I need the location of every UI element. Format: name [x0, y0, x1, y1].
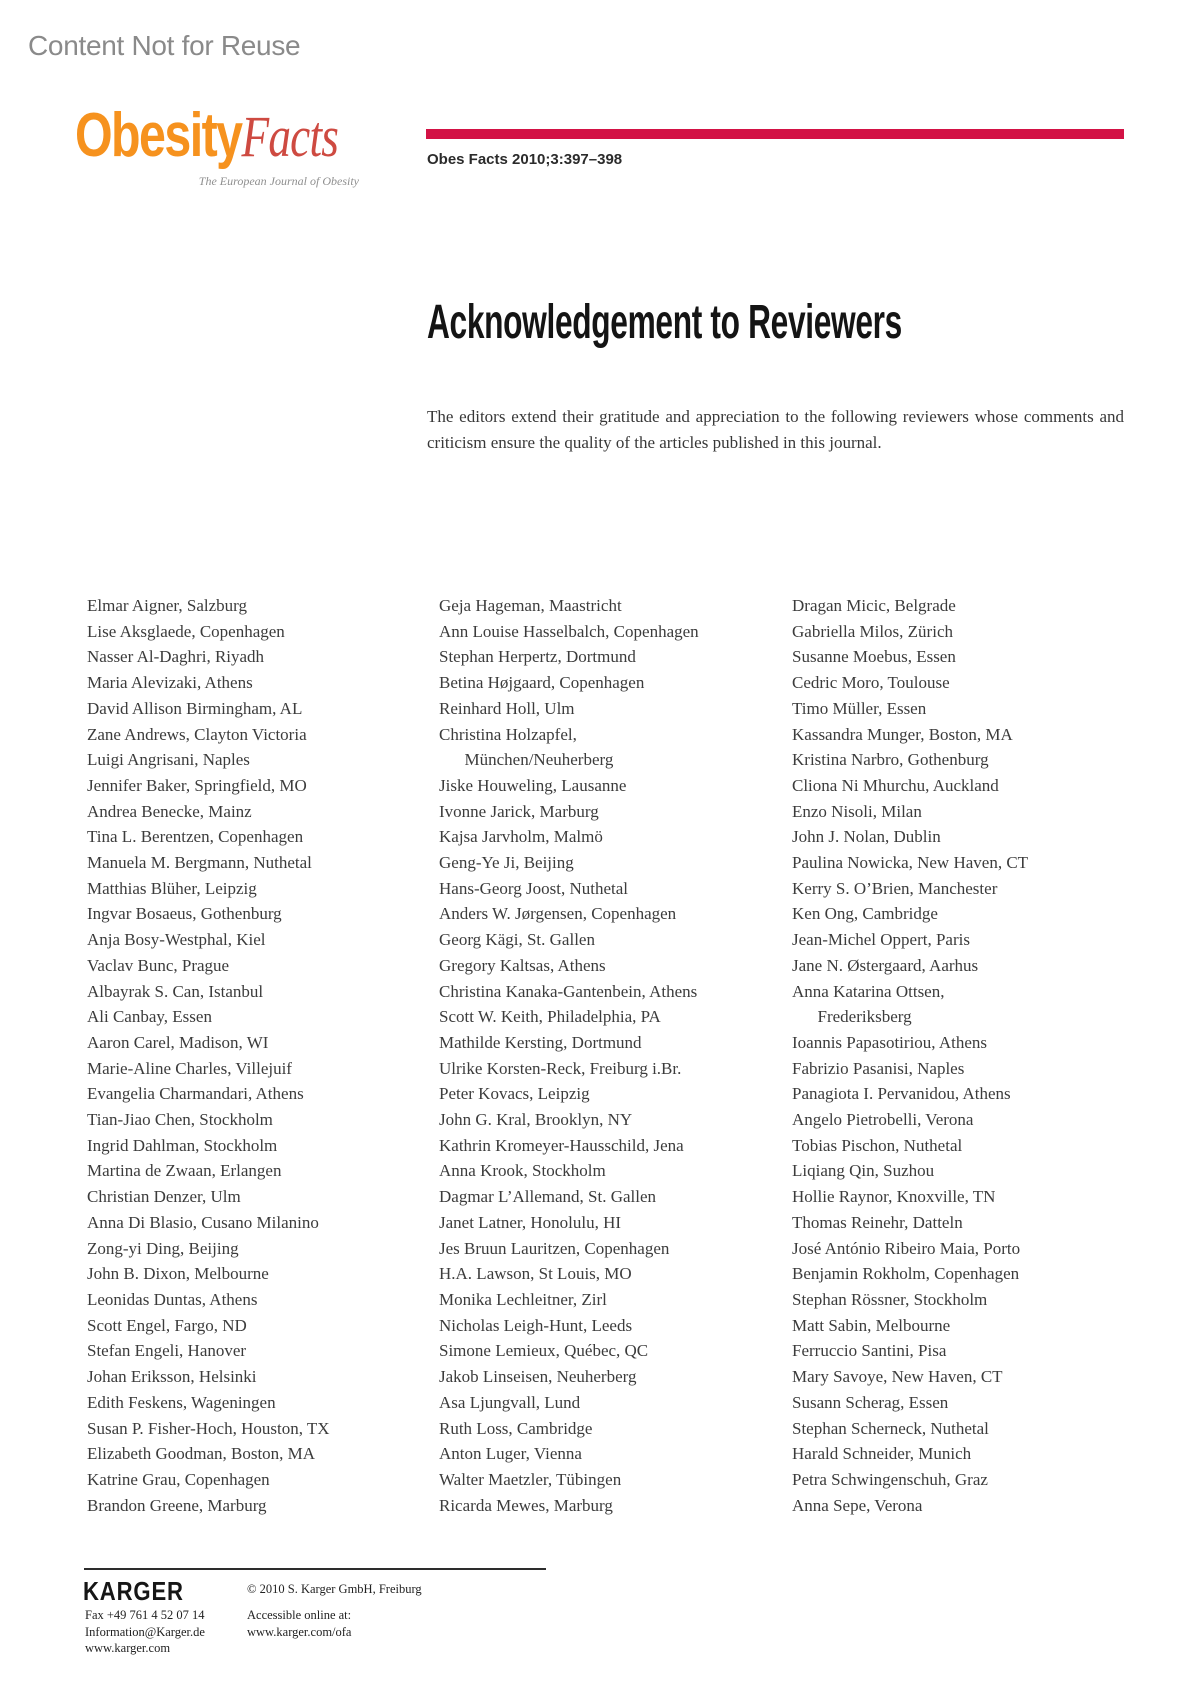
- footer-email: Information@Karger.de: [85, 1624, 205, 1639]
- reviewer-entry: Ricarda Mewes, Marburg: [439, 1495, 613, 1515]
- reviewer-entry: Johan Eriksson, Helsinki: [87, 1367, 257, 1387]
- reviewer-entry: Georg Kägi, St. Gallen: [439, 930, 595, 950]
- footer-online-block: [247, 1607, 351, 1640]
- karger-publisher-logo: KARGER: [83, 1576, 184, 1606]
- reviewer-entry: John B. Dixon, Melbourne: [87, 1264, 269, 1284]
- reviewer-entry: Anna Krook, Stockholm: [439, 1161, 606, 1181]
- reviewer-entry: Brandon Greene, Marburg: [87, 1495, 267, 1515]
- reviewer-entry: Anna Katarina Ottsen,: [792, 981, 945, 1001]
- reviewer-column-2: [439, 593, 699, 1518]
- reviewer-entry: Ingrid Dahlman, Stockholm: [87, 1135, 278, 1155]
- reviewer-entry: Mathilde Kersting, Dortmund: [439, 1032, 642, 1052]
- reviewer-entry: Monika Lechleitner, Zirl: [439, 1289, 607, 1309]
- watermark-text: Content Not for Reuse: [28, 30, 301, 61]
- reviewer-entry: Tian-Jiao Chen, Stockholm: [87, 1110, 273, 1130]
- reviewer-entry: Paulina Nowicka, New Haven, CT: [792, 853, 1029, 873]
- reviewer-entry: Geja Hageman, Maastricht: [439, 596, 622, 615]
- reviewer-entry: Tina L. Berentzen, Copenhagen: [87, 827, 304, 847]
- reviewer-entry: Matthias Blüher, Leipzig: [87, 878, 257, 898]
- reviewer-entry: Nicholas Leigh-Hunt, Leeds: [439, 1315, 633, 1335]
- reviewer-entry: Edith Feskens, Wageningen: [87, 1392, 276, 1412]
- journal-logo: [75, 101, 359, 189]
- reviewer-entry: Jean-Michel Oppert, Paris: [792, 930, 970, 950]
- reviewer-entry: Jennifer Baker, Springfield, MO: [87, 775, 307, 795]
- reviewer-entry: Marie-Aline Charles, Villejuif: [87, 1058, 292, 1078]
- reviewer-entry: Benjamin Rokholm, Copenhagen: [792, 1264, 1020, 1284]
- reviewer-entry: John J. Nolan, Dublin: [792, 827, 941, 847]
- reviewer-entry: Kerry S. O’Brien, Manchester: [792, 878, 998, 898]
- reviewer-entry: Ali Canbay, Essen: [87, 1007, 212, 1027]
- intro-paragraph: The editors extend their gratitude and appreciation to the following reviewers whose comments and criticism ensure the quality of the articles published in this journal.: [427, 407, 1124, 452]
- reviewer-entry: Kassandra Munger, Boston, MA: [792, 724, 1013, 744]
- reviewer-entry: Christina Holzapfel,: [439, 724, 577, 744]
- reviewer-entry: Anna Sepe, Verona: [792, 1495, 923, 1515]
- footer-online-url: www.karger.com/ofa: [247, 1624, 352, 1639]
- reviewer-entry: Dagmar L’Allemand, St. Gallen: [439, 1187, 657, 1207]
- reviewer-entry: Stefan Engeli, Hanover: [87, 1341, 247, 1361]
- reviewer-entry: Enzo Nisoli, Milan: [792, 801, 922, 821]
- reviewer-entry: Albayrak S. Can, Istanbul: [87, 981, 264, 1001]
- reviewer-entry: Dragan Micic, Belgrade: [792, 596, 956, 615]
- journal-citation: Obes Facts 2010;3:397–398: [427, 151, 623, 168]
- reviewer-entry: Cedric Moro, Toulouse: [792, 673, 950, 693]
- reviewer-entry: Susanne Moebus, Essen: [792, 647, 956, 667]
- reviewer-entry: Ivonne Jarick, Marburg: [439, 801, 599, 821]
- reviewer-entry: Asa Ljungvall, Lund: [439, 1392, 581, 1412]
- reviewer-entry: Jiske Houweling, Lausanne: [439, 775, 627, 795]
- reviewer-entry: Elmar Aigner, Salzburg: [87, 596, 247, 615]
- reviewer-entry: Kajsa Jarvholm, Malmö: [439, 827, 603, 847]
- reviewer-entry: Frederiksberg: [792, 1007, 912, 1027]
- reviewer-entry: Evangelia Charmandari, Athens: [87, 1084, 304, 1104]
- reviewer-entry: Cliona Ni Mhurchu, Auckland: [792, 775, 999, 795]
- reviewer-entry: Kristina Narbro, Gothenburg: [792, 750, 989, 770]
- reviewer-entry: Stephan Rössner, Stockholm: [792, 1289, 988, 1309]
- reviewer-entry: H.A. Lawson, St Louis, MO: [439, 1264, 632, 1284]
- accent-divider-bar: [426, 129, 1124, 139]
- reviewer-entry: Ann Louise Hasselbalch, Copenhagen: [439, 621, 699, 641]
- reviewer-entry: Thomas Reinehr, Datteln: [792, 1212, 963, 1232]
- reviewer-entry: Susann Scherag, Essen: [792, 1392, 949, 1412]
- reviewer-entry: Jakob Linseisen, Neuherberg: [439, 1367, 637, 1387]
- reviewer-entry: Zong-yi Ding, Beijing: [87, 1238, 239, 1258]
- reviewer-entry: Aaron Carel, Madison, WI: [87, 1032, 269, 1052]
- reviewer-entry: Hans-Georg Joost, Nuthetal: [439, 878, 629, 898]
- footer-website: www.karger.com: [85, 1641, 171, 1655]
- page-title: Acknowledgement to Reviewers: [427, 296, 902, 349]
- reviewer-entry: Timo Müller, Essen: [792, 698, 927, 718]
- reviewer-entry: Scott Engel, Fargo, ND: [87, 1315, 247, 1335]
- reviewer-entry: Jane N. Østergaard, Aarhus: [792, 955, 979, 975]
- reviewer-entry: Panagiota I. Pervanidou, Athens: [792, 1084, 1011, 1104]
- logo-word-facts: Facts: [241, 104, 339, 169]
- reviewer-entry: Betina Højgaard, Copenhagen: [439, 673, 645, 693]
- reviewer-entry: Tobias Pischon, Nuthetal: [792, 1135, 963, 1155]
- reviewer-entry: David Allison Birmingham, AL: [87, 698, 303, 718]
- reviewer-entry: Scott W. Keith, Philadelphia, PA: [439, 1007, 661, 1027]
- reviewer-entry: Anton Luger, Vienna: [439, 1444, 582, 1464]
- reviewer-entry: Ferruccio Santini, Pisa: [792, 1341, 947, 1361]
- reviewer-entry: Susan P. Fisher-Hoch, Houston, TX: [87, 1418, 330, 1438]
- footer-online-label: Accessible online at:: [247, 1608, 352, 1622]
- reviewer-entry: Anders W. Jørgensen, Copenhagen: [439, 904, 677, 924]
- reviewer-entry: Ioannis Papasotiriou, Athens: [792, 1032, 988, 1052]
- reviewer-entry: Anna Di Blasio, Cusano Milanino: [87, 1212, 319, 1232]
- reviewer-entry: Geng-Ye Ji, Beijing: [439, 853, 574, 873]
- reviewer-entry: Elizabeth Goodman, Boston, MA: [87, 1444, 316, 1464]
- reviewer-entry: Reinhard Holl, Ulm: [439, 698, 575, 718]
- footer-divider: [84, 1568, 546, 1570]
- footer-copyright: © 2010 S. Karger GmbH, Freiburg: [247, 1582, 422, 1596]
- footer-contact-block: [85, 1607, 205, 1657]
- reviewer-entry: Petra Schwingenschuh, Graz: [792, 1469, 988, 1489]
- reviewer-entry: München/Neuherberg: [439, 750, 614, 770]
- reviewer-entry: Peter Kovacs, Leipzig: [439, 1084, 590, 1104]
- reviewer-entry: Jes Bruun Lauritzen, Copenhagen: [439, 1238, 670, 1258]
- reviewer-entry: Ken Ong, Cambridge: [792, 904, 938, 924]
- logo-wordmark: [75, 101, 339, 170]
- reviewer-entry: Stephan Scherneck, Nuthetal: [792, 1418, 989, 1438]
- reviewer-entry: Luigi Angrisani, Naples: [87, 750, 250, 770]
- footer-fax: Fax +49 761 4 52 07 14: [85, 1608, 205, 1622]
- logo-word-obesity: Obesity: [75, 101, 242, 170]
- reviewer-entry: Kathrin Kromeyer-Hausschild, Jena: [439, 1135, 684, 1155]
- reviewer-entry: Liqiang Qin, Suzhou: [792, 1161, 935, 1181]
- reviewer-entry: Zane Andrews, Clayton Victoria: [87, 724, 307, 744]
- reviewer-entry: Stephan Herpertz, Dortmund: [439, 647, 636, 667]
- reviewer-entry: Leonidas Duntas, Athens: [87, 1289, 258, 1309]
- reviewer-entry: John G. Kral, Brooklyn, NY: [439, 1110, 633, 1130]
- reviewer-entry: Gregory Kaltsas, Athens: [439, 955, 606, 975]
- reviewer-entry: Andrea Benecke, Mainz: [87, 801, 252, 821]
- reviewer-entry: Matt Sabin, Melbourne: [792, 1315, 951, 1335]
- reviewer-entry: Simone Lemieux, Québec, QC: [439, 1341, 649, 1361]
- reviewer-entry: Ruth Loss, Cambridge: [439, 1418, 593, 1438]
- reviewer-entry: Hollie Raynor, Knoxville, TN: [792, 1187, 996, 1207]
- reviewer-entry: Anja Bosy-Westphal, Kiel: [87, 930, 266, 950]
- reviewer-entry: Lise Aksglaede, Copenhagen: [87, 621, 285, 641]
- reviewer-entry: Angelo Pietrobelli, Verona: [792, 1110, 974, 1130]
- reviewer-column-3: [792, 593, 1028, 1518]
- reviewer-entry: Mary Savoye, New Haven, CT: [792, 1367, 1003, 1387]
- reviewer-entry: Ingvar Bosaeus, Gothenburg: [87, 904, 282, 924]
- logo-tagline: The European Journal of Obesity: [198, 174, 359, 188]
- reviewer-entry: Nasser Al-Daghri, Riyadh: [87, 647, 265, 667]
- reviewer-entry: Christian Denzer, Ulm: [87, 1187, 241, 1207]
- reviewer-entry: Katrine Grau, Copenhagen: [87, 1469, 270, 1489]
- reviewer-entry: José António Ribeiro Maia, Porto: [792, 1238, 1021, 1258]
- reviewer-entry: Manuela M. Bergmann, Nuthetal: [87, 853, 312, 873]
- reviewer-column-1: [87, 593, 330, 1518]
- reviewer-entry: Walter Maetzler, Tübingen: [439, 1469, 622, 1489]
- reviewer-entry: Ulrike Korsten-Reck, Freiburg i.Br.: [439, 1058, 682, 1078]
- reviewer-entry: Martina de Zwaan, Erlangen: [87, 1161, 282, 1181]
- reviewer-entry: Harald Schneider, Munich: [792, 1444, 972, 1464]
- reviewer-entry: Gabriella Milos, Zürich: [792, 621, 953, 641]
- reviewer-entry: Christina Kanaka-Gantenbein, Athens: [439, 981, 698, 1001]
- reviewer-entry: Janet Latner, Honolulu, HI: [439, 1212, 622, 1232]
- reviewer-entry: Maria Alevizaki, Athens: [87, 673, 253, 693]
- reviewer-entry: Fabrizio Pasanisi, Naples: [792, 1058, 965, 1078]
- reviewer-entry: Vaclav Bunc, Prague: [87, 955, 230, 975]
